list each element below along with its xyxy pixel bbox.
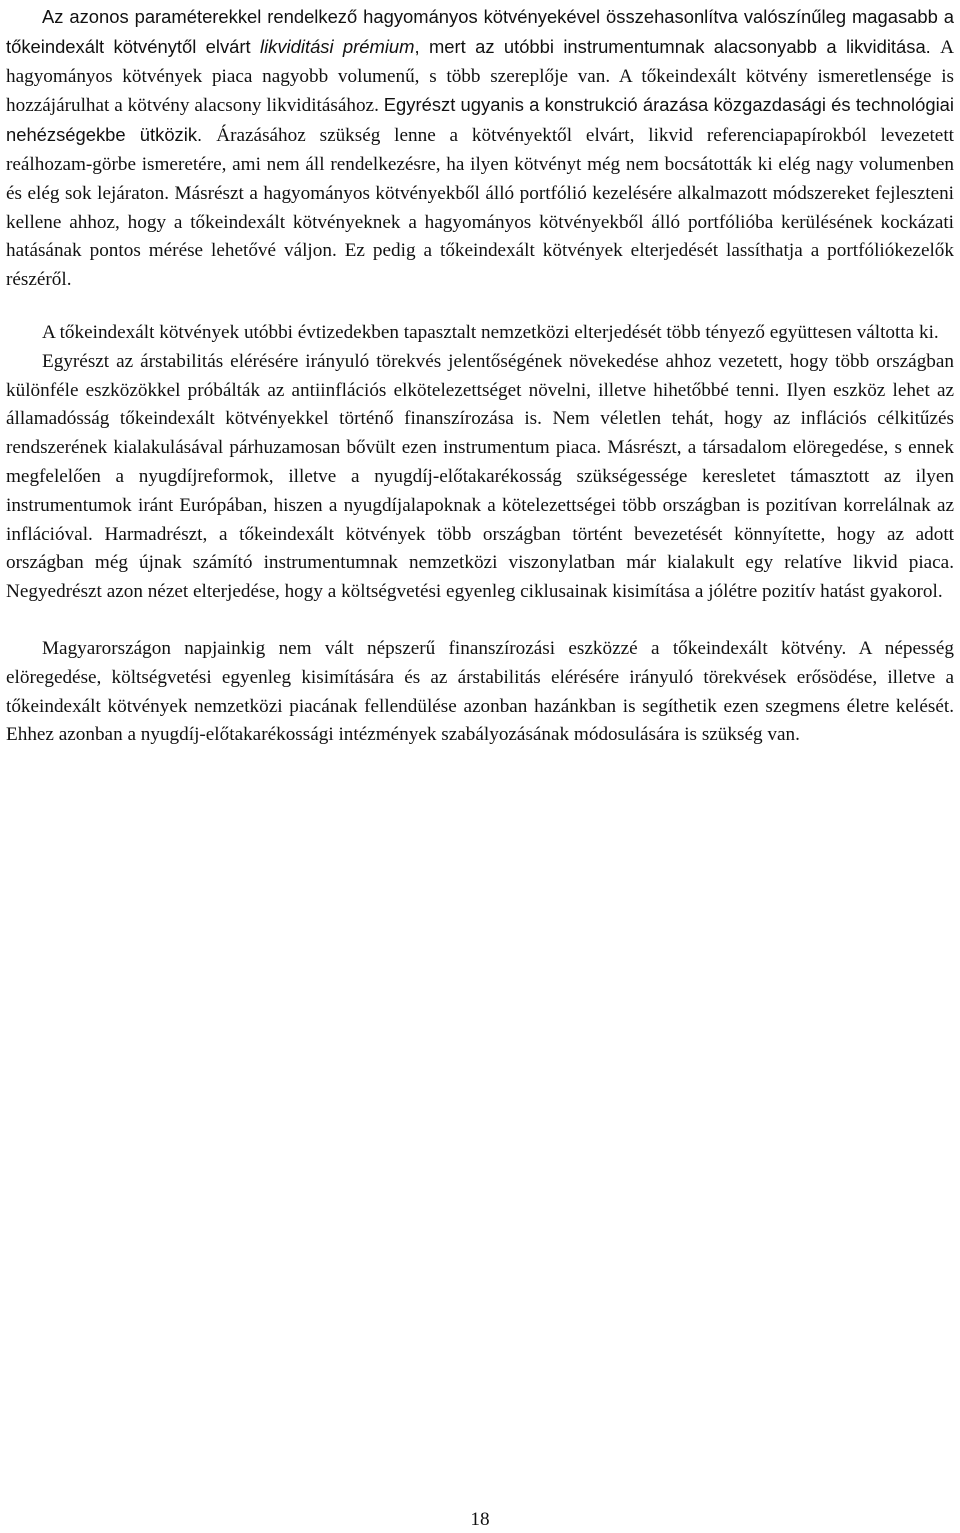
text-segment: , mert az utóbbi instrumentumnak alacsonyabb a likviditása. [414, 35, 941, 57]
text-segment: A hagyományos kötvények piaca nagyobb volumenű, s több szereplője van. A tőkeindexált kötvény ismeretlensége is hozzájárulhat a kötvény alacsony likviditásához. [6, 36, 954, 117]
text-segment: Árazásához szükség lenne a kötvényektől elvárt, likvid referenciapapírokból levezetett reálhozam-görbe ismeretére, ami nem áll rendelkezésre, ha ilyen kötvényt még nem bocsátották ki elég nagy volumenben és elég sok lejáraton. [6, 125, 954, 204]
text-segment: Az azonos paraméterekkel rendelkező hagyományos kötvényekével összehasonlítva valószínűleg magasabb a tőkeindexált kötvénytől elvárt [6, 6, 954, 57]
text-segment: Egyrészt az árstabilitás elérésére irányuló törekvés jelentőségének növekedése ahhoz vezetett, hogy több országban különféle eszközökkel próbálták az antiinflációs elkötelezettséget növelni, illetve hihetőbbé tenni. Ilyen eszköz lehet az államadósság tőkeindexált kötvényekkel történő finanszírozása is. Nem véletlen tehát, hogy az inflációs célkitűzés rendszerének kialakulásával párhuzamosan bővült ezen instrumentum piaca. Másrészt, a társadalom elöregedése, s ennek megfelelően a nyugdíjreformok, illetve a nyugdíj-előtakarékosság szükségessége keresletet támasztott az ilyen instrumentumok iránt Európában, hiszen a nyugdíjalapoknak a kötelezettségei több országban is pozitívan korrelálnak az inflációval. Harmadrészt, a tőkeindexált kötvények több országban történt bevezetését könnyítette, hogy az adott országban még újnak számító instrumentumnak nemzetközi viszonylatban már kialakult egy relatíve likvid piaca. Negyedrészt azon nézet elterjedése, hogy a költségvetési egyenleg ciklusainak kisimítása a jólétre pozitív hatást gyakorol. [6, 350, 954, 603]
text-segment: Másrészt a hagyományos kötvényekből álló portfólió kezelésére alkalmazott módszereket fejleszteni kellene ahhoz, hogy a tőkeindexált kötvényeknek a hagyományos kötvényekből álló portfólióba kerülésének kockázati hatásának pontos mérése lehetővé váljon. Ez pedig a tőkeindexált kötvények elterjedését lassíthatja a portfóliókezelők részéről. [6, 182, 955, 291]
page-number: 18 [470, 1509, 490, 1530]
paragraph-reasons [6, 348, 954, 607]
text-segment: A tőkeindexált kötvények utóbbi évtizedekben tapasztalt nemzetközi elterjedését több tényező együttesen váltotta ki. [42, 321, 939, 343]
text-segment: Egyrészt ugyanis a konstrukció árazása közgazdasági és technológiai nehézségekbe ütközik. [6, 94, 954, 146]
text-segment: Magyarországon napjainkig nem vált népszerű finanszírozási eszközzé a tőkeindexált kötvény. A népesség elöregedése, költségvetési egyenleg kisimítására és az árstabilitás elérésére irányuló törekvések erősödése, illetve a tőkeindexált kötvények nemzetközi piacának fellendülése azonban hazánkban is segíthetik ezen szegmens életre kelését. Ehhez azonban a nyugdíj-előtakarékossági intézmények szabályozásának módosulására is szükség van. [6, 637, 954, 746]
paragraph-international-spread [6, 319, 954, 348]
paragraph-spacer [6, 295, 954, 319]
text-segment-italic: likviditási prémium [260, 35, 415, 57]
paragraph-liquidity-premium [6, 3, 954, 295]
paragraph-spacer [6, 607, 954, 635]
paragraph-hungary [6, 635, 954, 750]
document-page [6, 0, 954, 750]
